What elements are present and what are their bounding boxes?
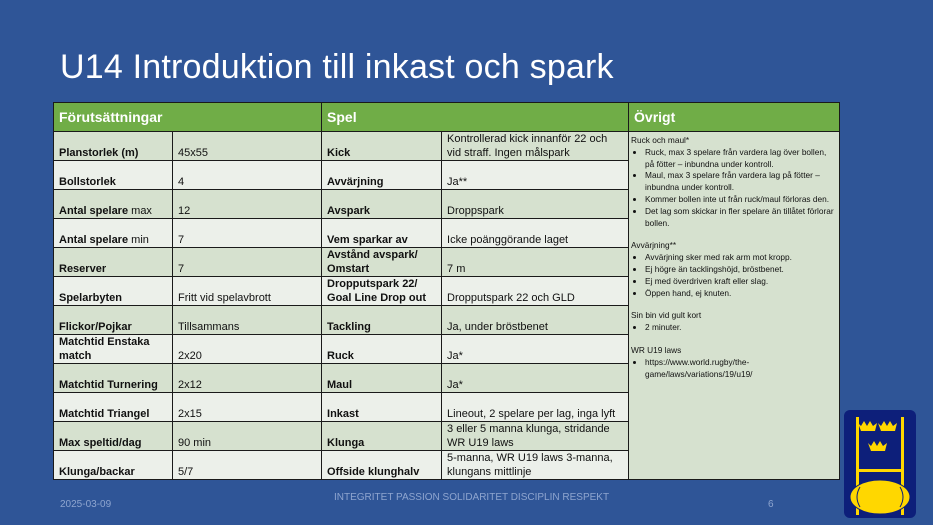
play-label: Maul [322, 364, 442, 393]
header-forutsattningar: Förutsättningar [54, 103, 322, 132]
condition-label: Antal spelare max [54, 190, 173, 219]
condition-value: 4 [173, 161, 322, 190]
play-value: Ja** [442, 161, 629, 190]
play-label: Kick [322, 132, 442, 161]
header-spel: Spel [322, 103, 629, 132]
notes-item: • Maul, max 3 spelare från vardera lag på fötter – inbundna under kontroll. [645, 170, 837, 194]
condition-label: Matchtid Triangel [54, 393, 173, 422]
condition-label: Bollstorlek [54, 161, 173, 190]
rules-table [53, 102, 840, 480]
notes-item: • Ej högre än tacklingshöjd, bröstbenet. [645, 264, 837, 276]
play-value: Ja* [442, 364, 629, 393]
notes-heading: Avvärjning** [631, 240, 677, 251]
play-label: Klunga [322, 422, 442, 451]
footer-motto: INTEGRITET PASSION SOLIDARITET DISCIPLIN RESPEKT [334, 492, 610, 503]
notes-section [631, 345, 837, 380]
play-value: Dropputspark 22 och GLD [442, 277, 629, 306]
slide-title: U14 Introduktion till inkast och spark [60, 48, 614, 86]
notes-heading: Sin bin vid gult kort [631, 310, 702, 321]
condition-value: 2x20 [173, 335, 322, 364]
condition-label: Matchtid Enstaka match [54, 335, 173, 364]
notes-item: • Kommer bollen inte ut från ruck/maul förloras den. [645, 194, 837, 206]
notes-item: • Avvärjning sker med rak arm mot kropp. [645, 252, 837, 264]
notes-section [631, 310, 837, 334]
condition-value: 2x12 [173, 364, 322, 393]
condition-value: 45x55 [173, 132, 322, 161]
condition-value: 7 [173, 219, 322, 248]
condition-label: Max speltid/dag [54, 422, 173, 451]
play-label: Tackling [322, 306, 442, 335]
play-value: Ja, under bröstbenet [442, 306, 629, 335]
notes-item: • Det lag som skickar in fler spelare än tillåtet förlorar bollen. [645, 206, 837, 230]
play-label: Inkast [322, 393, 442, 422]
footer-date: 2025-03-09 [60, 499, 112, 510]
condition-label: Matchtid Turnering [54, 364, 173, 393]
notes-item: • Ruck, max 3 spelare från vardera lag över bollen, på fötter – inbundna under kontroll. [645, 147, 837, 171]
condition-value: Tillsammans [173, 306, 322, 335]
play-label: Dropputspark 22/ Goal Line Drop out [322, 277, 442, 306]
play-value: Lineout, 2 spelare per lag, inga lyft [442, 393, 629, 422]
play-value: Ja* [442, 335, 629, 364]
notes-heading: WR U19 laws [631, 344, 682, 355]
play-label: Vem sparkar av [322, 219, 442, 248]
club-logo [843, 409, 917, 519]
notes-heading: Ruck och maul* [631, 135, 690, 145]
notes-item: • Ej med överdriven kraft eller slag. [645, 276, 837, 288]
condition-value: 2x15 [173, 393, 322, 422]
ovrigt-notes [629, 132, 840, 480]
notes-item: • Öppen hand, ej knuten. [645, 288, 837, 300]
notes-item: • https://www.world.rugby/the-game/laws/variations/19/u19/ [645, 357, 837, 381]
condition-label: Antal spelare min [54, 219, 173, 248]
play-value: Icke poänggörande laget [442, 219, 629, 248]
play-value: Kontrollerad kick innanför 22 och vid straff. Ingen målspark [442, 132, 629, 161]
condition-label: Flickor/Pojkar [54, 306, 173, 335]
play-label: Offside klunghalv [322, 451, 442, 480]
condition-value: Fritt vid spelavbrott [173, 277, 322, 306]
condition-value: 90 min [173, 422, 322, 451]
header-ovrigt: Övrigt [629, 103, 840, 132]
page-number: 6 [768, 499, 774, 510]
notes-section [631, 240, 837, 299]
play-value: 7 m [442, 248, 629, 277]
condition-label: Spelarbyten [54, 277, 173, 306]
notes-item: • 2 minuter. [645, 322, 837, 334]
notes-section [631, 135, 837, 229]
condition-value: 12 [173, 190, 322, 219]
play-label: Ruck [322, 335, 442, 364]
play-label: Avspark [322, 190, 442, 219]
play-value: 3 eller 5 manna klunga, stridande WR U19 laws [442, 422, 629, 451]
table-row [54, 132, 840, 161]
condition-label: Reserver [54, 248, 173, 277]
play-label: Avvärjning [322, 161, 442, 190]
condition-value: 5/7 [173, 451, 322, 480]
play-value: Droppspark [442, 190, 629, 219]
play-label: Avstånd avspark/ Omstart [322, 248, 442, 277]
condition-value: 7 [173, 248, 322, 277]
condition-label: Planstorlek (m) [54, 132, 173, 161]
condition-label: Klunga/backar [54, 451, 173, 480]
play-value: 5-manna, WR U19 laws 3-manna, klungans mittlinje [442, 451, 629, 480]
